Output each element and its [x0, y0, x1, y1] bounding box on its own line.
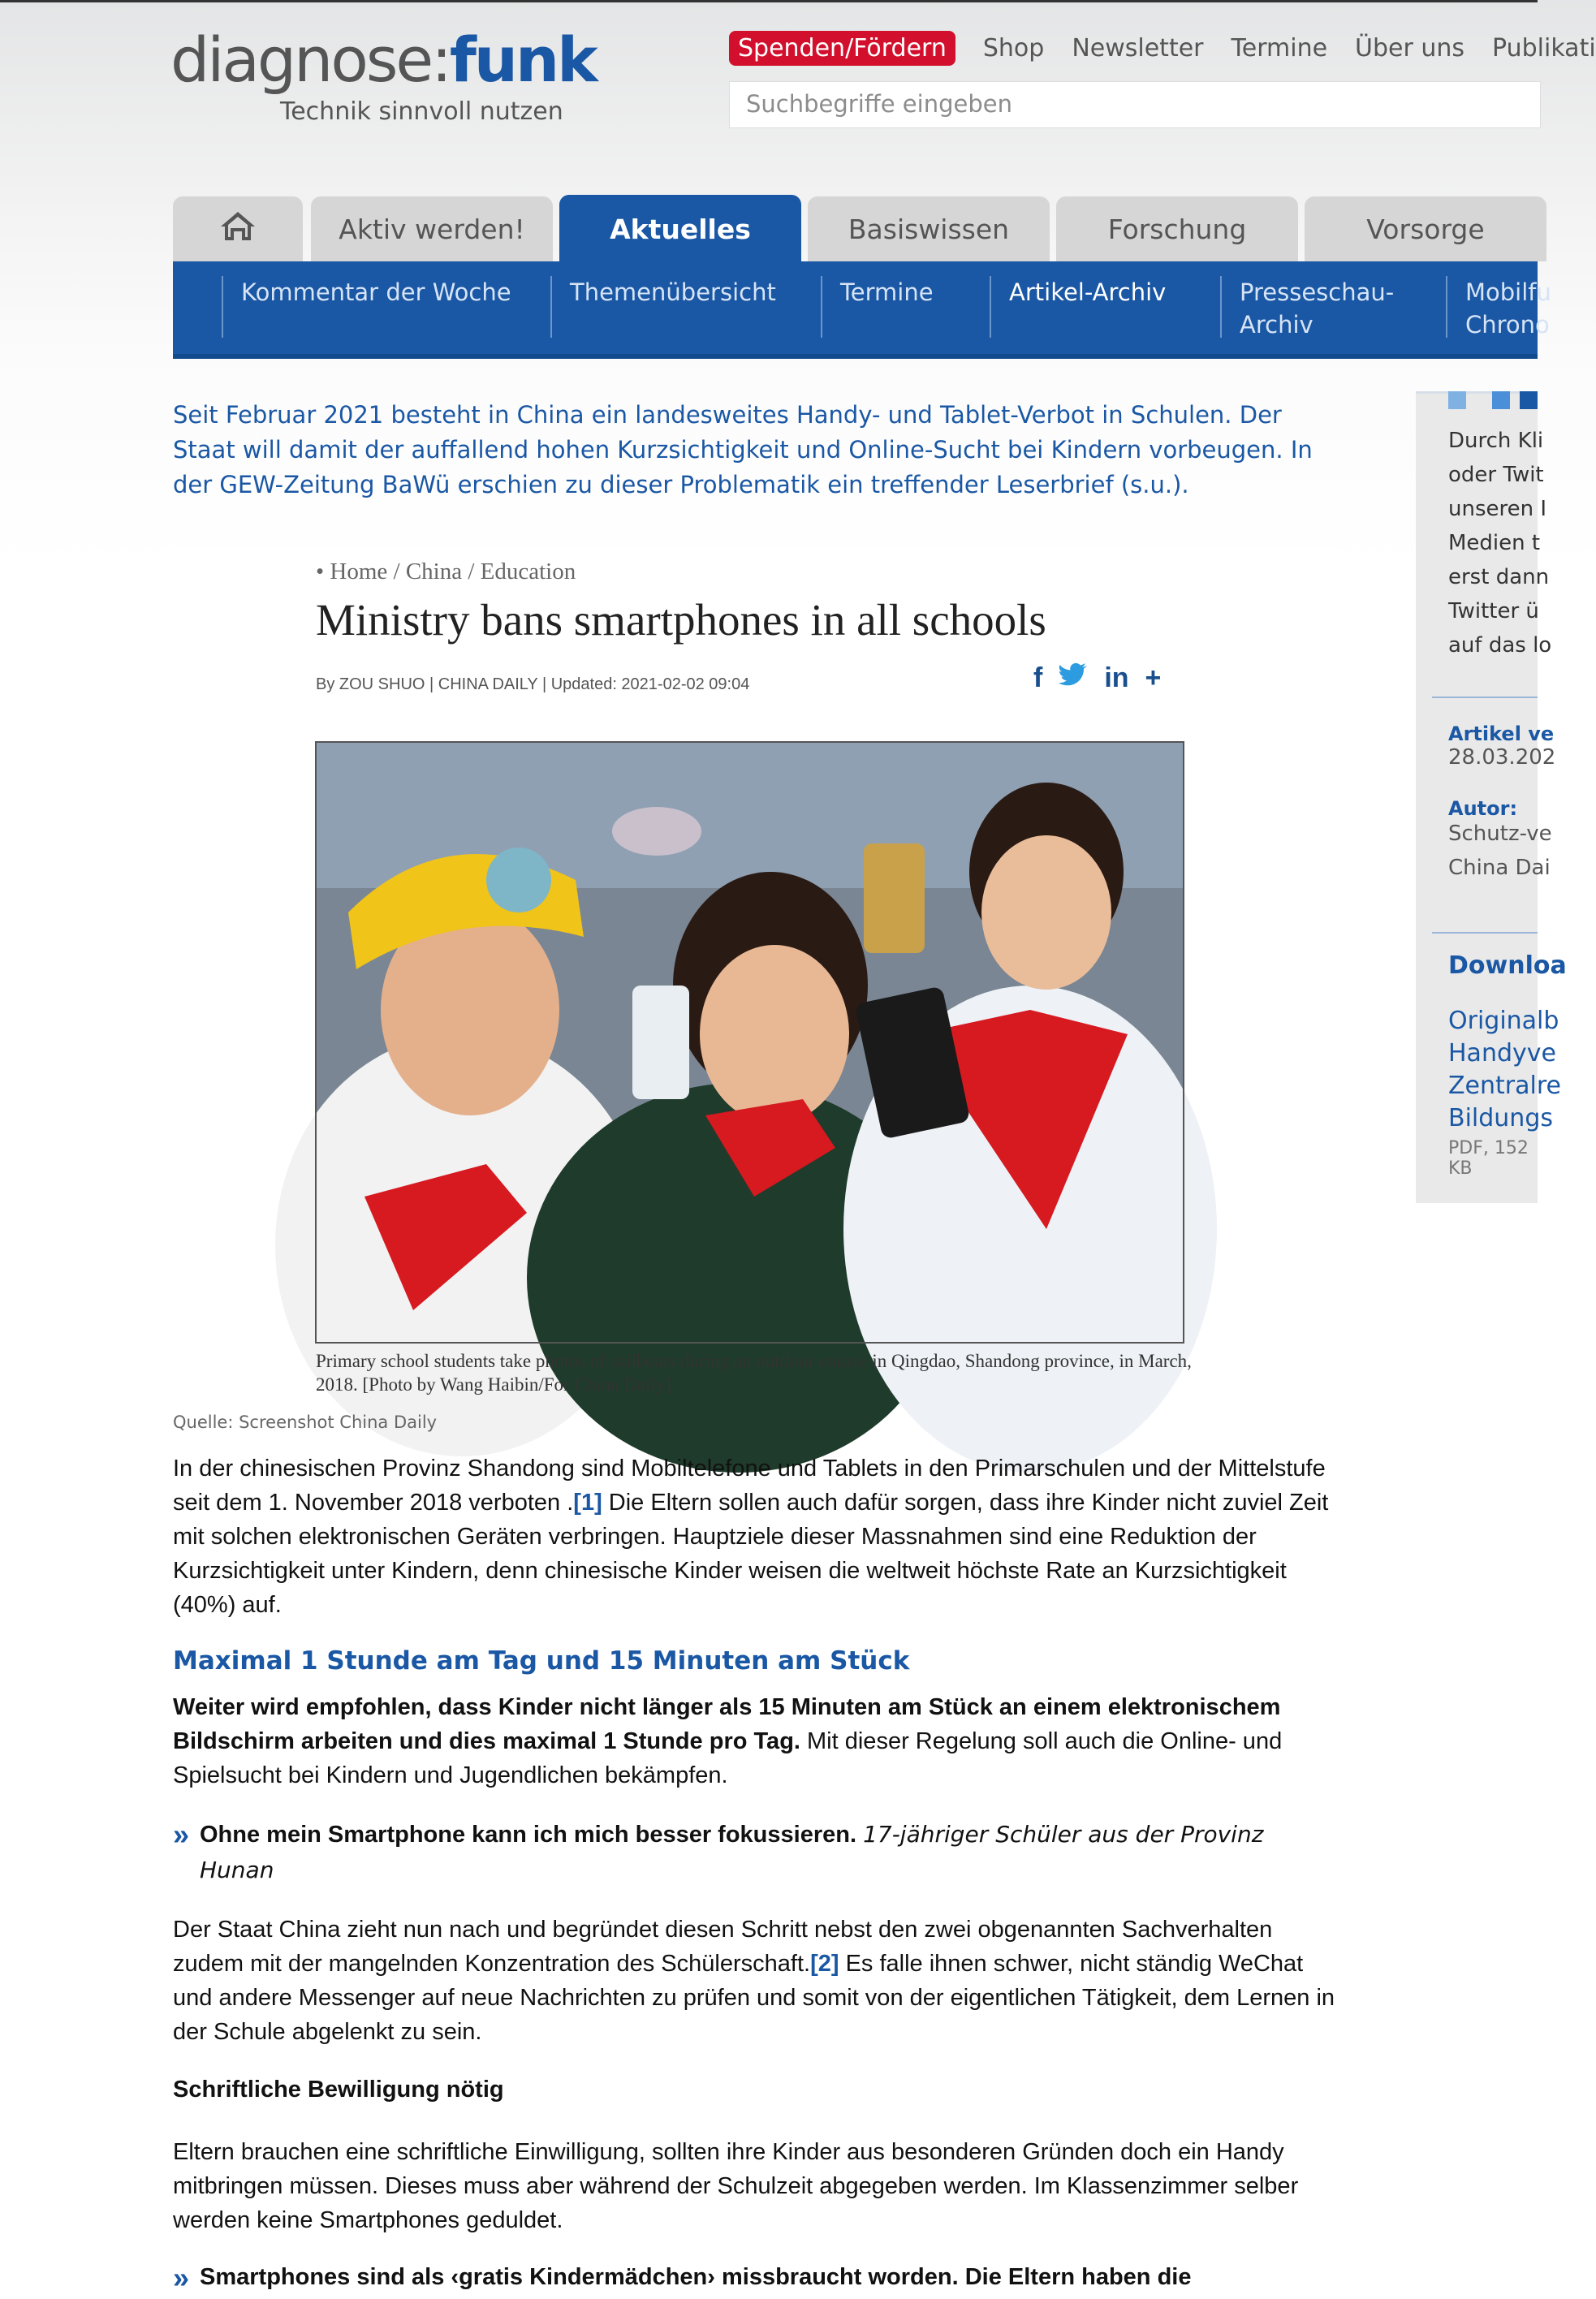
- pull-quote-2: » Smartphones sind als ‹gratis Kindermädchen› missbraucht worden. Die Eltern haben die: [173, 2261, 1192, 2294]
- tab-aktuelles[interactable]: Aktuelles: [559, 195, 801, 263]
- sidebar-download-link[interactable]: Handyve: [1448, 1039, 1556, 1068]
- article-intro: Seit Februar 2021 besteht in China ein landesweites Handy- und Tablet-Verbot in Schulen. Der Staat will damit der auffallend hohen Kurzsichtigkeit und Online-Sucht bei Kindern vorbeugen. In der GEW-Zeitung BaWü erschien zu dieser Problematik ein treffender Leserbrief (s.u.).: [173, 401, 1313, 498]
- top-link-publikationen[interactable]: Publikati: [1492, 34, 1596, 63]
- site-logo[interactable]: [170, 24, 596, 126]
- quote-mark-icon: »: [173, 1818, 190, 1851]
- pull-quote-1: » Ohne mein Smartphone kann ich mich besser fokussieren. 17-jähriger Schüler aus der Provinz Hunan: [173, 1818, 1264, 1883]
- top-link-shop[interactable]: Shop: [982, 34, 1045, 63]
- sidebar-author-line: China Dai: [1448, 856, 1551, 880]
- subnav-themenuebersicht[interactable]: Themenübersicht: [550, 276, 776, 338]
- sidebar-download-link[interactable]: Bildungs: [1448, 1104, 1553, 1132]
- section-heading-2: Schriftliche Bewilligung nötig: [173, 2077, 504, 2103]
- article-paragraph-1: In der chinesischen Provinz Shandong sind Mobiltelefone und Tablets in den Primarschulen und der Mittelstufe seit dem 1. November 2018 verboten .[1] Die Eltern sollen auch dafür sorgen, dass ihre Kinder nicht zuviel Zeit mit solchen elektronischen Geräten verbringen. Hauptziele dieser Massnahmen sind eine Reduktion der Kurzsichtigkeit unter Kindern, denn chinesische Kinder weisen die weltweit höchste Rate an Kurzsichtigkeit (40%) auf.: [173, 1456, 1329, 1618]
- subnav-artikel-archiv[interactable]: Artikel-Archiv: [990, 276, 1166, 338]
- tab-vorsorge[interactable]: Vorsorge: [1305, 196, 1546, 261]
- facebook-icon: f: [1033, 662, 1043, 693]
- top-link-newsletter[interactable]: Newsletter: [1072, 34, 1204, 63]
- article-paragraph-4: Eltern brauchen eine schriftliche Einwilligung, sollten ihre Kinder aus besonderen Gründen doch ein Handy mitbringen müssen. Dieses muss aber während der Schulzeit abgegeben werden. Im Klassenzimmer selber werden keine Smartphones geduldet.: [173, 2139, 1299, 2233]
- quote-source: 17-jähriger Schüler aus der Provinz Hunan: [200, 1821, 1264, 1883]
- sidebar-text-line: unseren I: [1448, 497, 1547, 521]
- footnote-link-2[interactable]: [2]: [810, 1951, 839, 1977]
- figure-share-icons: [1033, 662, 1161, 694]
- sidebar-author-label: Autor:: [1448, 797, 1518, 820]
- tab-home[interactable]: [173, 196, 303, 261]
- linkedin-icon: in: [1104, 662, 1129, 693]
- quote-mark-icon: »: [173, 2261, 190, 2294]
- sidebar: [1416, 391, 1567, 1203]
- sidebar-text-line: Durch Kli: [1448, 429, 1544, 453]
- sidebar-text-line: oder Twit: [1448, 463, 1544, 487]
- figure-title: Ministry bans smartphones in all schools: [316, 595, 1046, 645]
- search-box: [729, 81, 1541, 128]
- top-link-termine[interactable]: Termine: [1231, 34, 1328, 63]
- subnav-kommentar-der-woche[interactable]: Kommentar der Woche: [222, 276, 511, 338]
- top-nav: [729, 31, 1596, 66]
- sidebar-text-line: erst dann: [1448, 565, 1550, 589]
- sidebar-author-line: Schutz-ve: [1448, 822, 1552, 846]
- sidebar-download-link[interactable]: Originalb: [1448, 1007, 1559, 1035]
- sidebar-tab-marker: [1492, 391, 1510, 409]
- sidebar-text-line: Medien t: [1448, 531, 1541, 555]
- article-figure: [173, 549, 1335, 1401]
- twitter-icon: [1059, 662, 1088, 694]
- tab-aktiv-werden[interactable]: Aktiv werden!: [311, 196, 553, 261]
- home-icon: [219, 209, 257, 248]
- photo-students-with-smartphones: [316, 742, 1184, 1343]
- sidebar-download-meta: PDF, 152 KB: [1448, 1138, 1529, 1179]
- logo-wordmark: diagnose:funk: [170, 24, 596, 96]
- sidebar-tab-marker: [1448, 391, 1466, 409]
- sidebar-divider: [1432, 932, 1538, 934]
- section-heading-1: Maximal 1 Stunde am Tag und 15 Minuten am Stück: [173, 1646, 910, 1676]
- figure-byline: By ZOU SHUO | CHINA DAILY | Updated: 2021-02-02 09:04: [316, 675, 750, 693]
- sidebar-tab-marker: [1520, 391, 1538, 409]
- sub-nav: [173, 261, 1551, 359]
- donate-button[interactable]: Spenden/Fördern: [729, 31, 955, 66]
- tab-basiswissen[interactable]: Basiswissen: [808, 196, 1050, 261]
- logo-tagline: Technik sinnvoll nutzen: [280, 97, 563, 126]
- subnav-termine[interactable]: Termine: [821, 276, 934, 338]
- subnav-mobilfunk-chronologie[interactable]: Mobilfu Chrono: [1446, 276, 1551, 338]
- sidebar-downloads-heading: Downloa: [1448, 951, 1567, 980]
- article-paragraph-3: Der Staat China zieht nun nach und begründet diesen Schritt nebst den zwei obgenannten Sachverhalten zudem mit der mangelnden Konzentration des Schülerschaft.[2] Es falle ihnen schwer, nicht ständig WeChat und andere Messenger auf neue Nachrichten zu prüfen und somit von der eigentlichen Tätigkeit, dem Lernen in der Schule abgelenkt zu sein.: [173, 1917, 1335, 2045]
- figure-source: Quelle: Screenshot China Daily: [173, 1413, 438, 1432]
- top-link-ueber-uns[interactable]: Über uns: [1355, 34, 1465, 63]
- sidebar-published-label: Artikel ve: [1448, 722, 1555, 745]
- sidebar-divider: [1432, 697, 1538, 698]
- sidebar-published-date: 28.03.202: [1448, 745, 1556, 770]
- figure-breadcrumb: • Home / China / Education: [316, 559, 576, 584]
- sidebar-download-link[interactable]: Zentralre: [1448, 1072, 1561, 1100]
- sidebar-text-line: auf das lo: [1448, 633, 1552, 658]
- plus-icon: +: [1145, 662, 1162, 693]
- top-border: [0, 0, 1538, 2]
- subnav-presseschau-archiv[interactable]: Presseschau- Archiv: [1220, 276, 1394, 338]
- search-input[interactable]: [730, 82, 1542, 126]
- tab-forschung[interactable]: Forschung: [1056, 196, 1298, 261]
- footnote-link-1[interactable]: [1]: [573, 1490, 602, 1516]
- sidebar-text-line: Twitter ü: [1448, 599, 1539, 623]
- figure-caption: Primary school students take photos of sailboats during an outdoor course in Qingdao, Shandong province, in March, 2018. [Photo by Wang Haibin/For China Daily]: [316, 1351, 1192, 1395]
- article-paragraph-2: Weiter wird empfohlen, dass Kinder nicht länger als 15 Minuten am Stück an einem elektronischem Bildschirm arbeiten und dies maximal 1 Stunde pro Tag. Mit dieser Regelung soll auch die Online- und Spielsucht bei Kindern und Jugendlichen bekämpfen.: [173, 1694, 1283, 1788]
